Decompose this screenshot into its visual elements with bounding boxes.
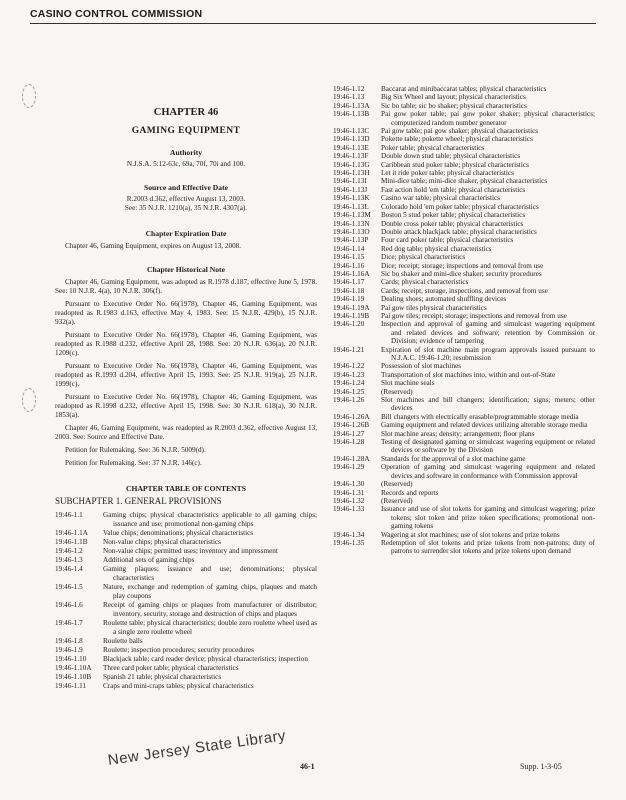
toc-description: Expiration of slot machine main program approvals issued pursuant to N.J.A.C. 19:46-1.20; resubmission bbox=[381, 345, 595, 362]
toc-description: Standards for the approval of a slot machine game bbox=[381, 454, 526, 463]
toc-description: Gaming chips; physical characteristics applicable to all gaming chips; issuance and use; promotional non-gaming chips bbox=[103, 511, 317, 528]
toc-entry bbox=[333, 346, 595, 363]
toc-number: 19:46-1.28 bbox=[333, 438, 365, 447]
toc-description: Receipt of gaming chips or plaques from manufacturer or distributor; inventory, security, storage and destruction of chips and plaques bbox=[103, 601, 317, 618]
toc-description: Dice; receipt; storage; inspections and removal from use bbox=[381, 261, 544, 270]
source-text: See: 35 N.J.R. 1210(a), 35 N.J.R. 4307(a). bbox=[124, 204, 248, 212]
toc-entry bbox=[333, 388, 595, 396]
toc-description: Slot machines and bill changers; identification; signs; meters; other devices bbox=[381, 396, 595, 413]
running-header-title: CASINO CONTROL COMMISSION bbox=[30, 8, 203, 20]
toc-entry bbox=[333, 161, 595, 169]
header-rule bbox=[30, 23, 596, 24]
toc-entry bbox=[55, 556, 317, 565]
toc-number: 19:46-1.23 bbox=[333, 370, 365, 379]
toc-description: Fast action hold 'em table; physical characteristics bbox=[381, 185, 526, 194]
toc-entry bbox=[333, 430, 595, 438]
toc-description: Craps and mini-craps tables; physical characteristics bbox=[103, 682, 254, 690]
history-paragraph: Pursuant to Executive Order No. 66(1978), Chapter 46, Gaming Equipment, was readopted as R.1983 d.163, effective May 4, 1983. See: 15 N.J.R. 429(b), 15 N.J.R. 932(a). bbox=[55, 300, 317, 326]
toc-entry bbox=[333, 110, 595, 127]
toc-number: 19:46-1.34 bbox=[333, 530, 365, 539]
chapter-number: CHAPTER 46 bbox=[153, 107, 219, 118]
toc-description: Big Six Wheel and layout; physical characteristics bbox=[381, 93, 526, 102]
toc-left-list bbox=[55, 511, 317, 691]
toc-number: 19:46-1.16A bbox=[333, 269, 370, 278]
toc-heading: CHAPTER TABLE OF CONTENTS bbox=[126, 484, 246, 493]
toc-entry bbox=[333, 489, 595, 497]
toc-description: Double attack blackjack table; physical characteristics bbox=[381, 227, 537, 236]
toc-number: 19:46-1.2 bbox=[55, 547, 83, 555]
toc-entry bbox=[333, 211, 595, 219]
history-paragraph: Pursuant to Executive Order No. 66(1978), Chapter 46, Gaming Equipment, was readopted as R.1998 d.232, effective April 15, 1998. See: 30 N.J.R. 618(a), 30 N.J.R. 1853(a). bbox=[55, 393, 317, 419]
supplement-date: Supp. 1-3-05 bbox=[520, 762, 562, 771]
toc-number: 19:46-1.13N bbox=[333, 219, 370, 228]
toc-description: Cards; receipt, storage, inspections, and removal from use bbox=[381, 286, 548, 295]
toc-number: 19:46-1.13J bbox=[333, 185, 368, 194]
toc-number: 19:46-1.13P bbox=[333, 236, 369, 245]
toc-entry bbox=[333, 295, 595, 303]
toc-number: 19:46-1.13H bbox=[333, 169, 370, 178]
toc-number: 19:46-1.13D bbox=[333, 135, 370, 144]
toc-entry bbox=[333, 396, 595, 413]
toc-entry bbox=[333, 236, 595, 244]
toc-number: 19:46-1.15 bbox=[333, 253, 365, 262]
toc-entry bbox=[333, 228, 595, 236]
toc-description: Colorado hold 'em poker table; physical characteristics bbox=[381, 202, 539, 211]
toc-number: 19:46-1.24 bbox=[333, 379, 365, 388]
toc-number: 19:46-1.27 bbox=[333, 429, 365, 438]
toc-entry bbox=[333, 379, 595, 387]
library-stamp: New Jersey State Library bbox=[106, 727, 288, 769]
toc-entry bbox=[333, 186, 595, 194]
toc-entry bbox=[333, 438, 595, 455]
toc-entry bbox=[333, 169, 595, 177]
toc-description: Pokette table; pokette wheel; physical characteristics bbox=[381, 135, 533, 144]
toc-number: 19:46-1.9 bbox=[55, 646, 83, 654]
toc-description: Inspection and approval of gaming and simulcast wagering equipment and related devices and software; retention by Commission or Division; evidence of tampering bbox=[381, 320, 595, 346]
toc-number: 19:46-1.13M bbox=[333, 211, 371, 220]
toc-description: Redemption of slot tokens and prize tokens from non-patrons; duty of patrons to surrender slot tokens and prize tokens upon demand bbox=[381, 538, 595, 556]
history-paragraph: Pursuant to Executive Order No. 66(1978), Chapter 46, Gaming Equipment, was readopted as R.1993 d.204, effective April 15, 1993. See: 25 N.J.R. 919(a), 25 N.J.R. 1999(c). bbox=[55, 362, 317, 388]
toc-description: Mini-dice table; mini-dice shaker, physical characteristics bbox=[381, 177, 548, 186]
subchapter-heading: SUBCHAPTER 1. GENERAL PROVISIONS bbox=[55, 496, 222, 506]
toc-description: Value chips; denominations; physical characteristics bbox=[103, 529, 254, 537]
toc-entry bbox=[333, 85, 595, 93]
toc-number: 19:46-1.13K bbox=[333, 194, 370, 203]
toc-description: Gaming equipment and related devices utilizing alterable storage media bbox=[381, 421, 588, 430]
toc-entry bbox=[333, 194, 595, 202]
toc-description: Records and reports bbox=[381, 488, 439, 497]
toc-description: Roulette; inspection procedures; security procedures bbox=[103, 646, 254, 654]
toc-entry bbox=[55, 646, 317, 655]
authority-heading: Authority bbox=[169, 148, 203, 157]
toc-description: Let it ride poker table; physical characteristics bbox=[381, 169, 514, 178]
toc-entry bbox=[333, 413, 595, 421]
toc-entry bbox=[333, 203, 595, 211]
toc-entry bbox=[333, 278, 595, 286]
toc-entry bbox=[333, 480, 595, 488]
toc-entry bbox=[333, 127, 595, 135]
toc-description: Double cross poker table; physical characteristics bbox=[381, 219, 524, 228]
toc-number: 19:46-1.13G bbox=[333, 160, 370, 169]
toc-entry bbox=[333, 463, 595, 480]
history-paragraph: Chapter 46, Gaming Equipment, was readopted as R.2003 d.362, effective August 13, 2003. See: Source and Effective Date. bbox=[55, 424, 317, 441]
toc-description: Gaming plaques; issuance and use; denominations; physical characteristics bbox=[103, 565, 317, 582]
expiration-heading: Chapter Expiration Date bbox=[145, 229, 227, 238]
toc-number: 19:46-1.5 bbox=[55, 583, 83, 591]
toc-description: Poker table; physical characteristics bbox=[381, 143, 485, 152]
toc-entry bbox=[333, 102, 595, 110]
toc-number: 19:46-1.13E bbox=[333, 143, 369, 152]
toc-entry bbox=[333, 93, 595, 101]
toc-entry bbox=[333, 539, 595, 556]
history-paragraph: Petition for Rulemaking. See: 37 N.J.R. 146(c). bbox=[65, 459, 202, 467]
toc-description: (Reserved) bbox=[381, 387, 413, 396]
toc-entry bbox=[333, 177, 595, 185]
toc-entry bbox=[333, 287, 595, 295]
toc-entry bbox=[55, 511, 317, 529]
toc-entry bbox=[55, 673, 317, 682]
toc-number: 19:46-1.31 bbox=[333, 488, 365, 497]
toc-entry bbox=[333, 270, 595, 278]
toc-entry bbox=[333, 497, 595, 505]
toc-number: 19:46-1.19 bbox=[333, 295, 365, 304]
toc-entry bbox=[333, 505, 595, 530]
toc-number: 19:46-1.6 bbox=[55, 601, 83, 609]
toc-number: 19:46-1.21 bbox=[333, 345, 365, 354]
toc-entry bbox=[333, 421, 595, 429]
toc-number: 19:46-1.8 bbox=[55, 637, 83, 645]
toc-description: Issuance and use of slot tokens for gaming and simulcast wagering; prize tokens; slot token and prize token specifications; promotional non-gaming tokens bbox=[381, 505, 595, 531]
toc-entry bbox=[55, 601, 317, 619]
toc-description: Nature, exchange and redemption of gaming chips, plaques and match play coupons bbox=[103, 583, 317, 600]
toc-description: Baccarat and minibaccarat tables; physical characteristics bbox=[381, 85, 547, 93]
toc-number: 19:46-1.1B bbox=[55, 538, 88, 546]
toc-number: 19:46-1.29 bbox=[333, 463, 365, 472]
toc-number: 19:46-1.10A bbox=[55, 664, 92, 672]
toc-number: 19:46-1.26A bbox=[333, 412, 370, 421]
toc-entry bbox=[55, 682, 317, 691]
toc-description: Wagering at slot machines; use of slot tokens and prize tokens bbox=[381, 530, 560, 539]
source-text: R.2003 d.362, effective August 13, 2003. bbox=[126, 195, 246, 203]
toc-number: 19:46-1.7 bbox=[55, 619, 83, 627]
toc-entry bbox=[333, 135, 595, 143]
toc-entry bbox=[333, 320, 595, 345]
punch-hole-mark bbox=[22, 84, 36, 108]
left-column bbox=[55, 100, 317, 691]
toc-number: 19:46-1.10 bbox=[55, 655, 87, 663]
toc-number: 19:46-1.13B bbox=[333, 110, 370, 119]
toc-number: 19:46-1.32 bbox=[333, 496, 365, 505]
toc-entry bbox=[333, 253, 595, 261]
toc-description: Red dog table; physical characteristics bbox=[381, 244, 492, 253]
right-column bbox=[333, 85, 595, 556]
toc-entry bbox=[333, 304, 595, 312]
history-paragraph: Petition for Rulemaking. See: 36 N.J.R. 5009(d). bbox=[65, 446, 206, 454]
toc-number: 19:46-1.30 bbox=[333, 480, 365, 489]
toc-entry bbox=[55, 637, 317, 646]
toc-entry bbox=[333, 262, 595, 270]
toc-description: Roulette table; physical characteristics; double zero roulette wheel used as a single zero roulette wheel bbox=[103, 619, 317, 636]
toc-description: Sic bo table; sic bo shaker; physical characteristics bbox=[381, 101, 527, 110]
toc-entry bbox=[333, 144, 595, 152]
toc-number: 19:46-1.13L bbox=[333, 202, 369, 211]
toc-entry bbox=[55, 655, 317, 664]
toc-entry bbox=[333, 455, 595, 463]
toc-entry bbox=[333, 152, 595, 160]
toc-number: 19:46-1.19A bbox=[333, 303, 370, 312]
toc-number: 19:46-1.17 bbox=[333, 278, 365, 287]
toc-entry bbox=[55, 529, 317, 538]
toc-description: Spanish 21 table; physical characteristics bbox=[103, 673, 222, 681]
toc-description: Non-value chips; physical characteristics bbox=[103, 538, 221, 546]
page-footer bbox=[0, 762, 626, 776]
toc-number: 19:46-1.20 bbox=[333, 320, 365, 329]
toc-number: 19:46-1.1 bbox=[55, 511, 83, 519]
toc-description: Roulette balls bbox=[103, 637, 143, 645]
toc-number: 19:46-1.28A bbox=[333, 454, 370, 463]
toc-number: 19:46-1.10B bbox=[55, 673, 92, 681]
toc-description: Transportation of slot machines into, within and out-of-State bbox=[381, 370, 556, 379]
toc-number: 19:46-1.26B bbox=[333, 421, 370, 430]
toc-entry bbox=[55, 583, 317, 601]
toc-description: Three card poker table; physical characteristics bbox=[103, 664, 239, 672]
toc-description: Additional sets of gaming chips bbox=[103, 556, 195, 564]
toc-number: 19:46-1.18 bbox=[333, 286, 365, 295]
toc-number: 19:46-1.12 bbox=[333, 85, 365, 93]
running-header bbox=[30, 8, 596, 24]
toc-number: 19:46-1.35 bbox=[333, 538, 365, 547]
toc-number: 19:46-1.19B bbox=[333, 311, 370, 320]
chapter-title: GAMING EQUIPMENT bbox=[131, 126, 241, 136]
toc-description: Non-value chips; permitted uses; inventory and impressment bbox=[103, 547, 278, 555]
toc-description: Possession of slot machines bbox=[381, 362, 462, 371]
toc-entry bbox=[55, 547, 317, 556]
toc-entry bbox=[333, 312, 595, 320]
toc-description: Caribbean stud poker table; physical characteristics bbox=[381, 160, 529, 169]
history-paragraph: Chapter 46, Gaming Equipment, was adopted as R.1978 d.187, effective June 5, 1978. See: 10 N.J.R. 4(a), 10 N.J.R. 306(f). bbox=[55, 278, 317, 295]
toc-number: 19:46-1.16 bbox=[333, 261, 365, 270]
toc-description: Pai gow poker table; pai gow poker shaker; physical characteristics; computerized random number generator bbox=[381, 110, 595, 127]
toc-description: Testing of designated gaming or simulcast wagering equipment or related devices or software by the Division bbox=[381, 438, 595, 455]
toc-description: Pai gow tiles physical characteristics bbox=[381, 303, 487, 312]
toc-description: Dealing shoes; automated shuffling devices bbox=[381, 295, 507, 304]
toc-entry bbox=[333, 531, 595, 539]
history-heading: Chapter Historical Note bbox=[147, 265, 225, 274]
toc-description: Double down stud table; physical characteristics bbox=[381, 152, 521, 161]
toc-number: 19:46-1.13I bbox=[333, 177, 367, 186]
toc-number: 19:46-1.3 bbox=[55, 556, 83, 564]
toc-entry bbox=[333, 245, 595, 253]
toc-entry bbox=[55, 565, 317, 583]
toc-description: Casino war table; physical characteristics bbox=[381, 194, 500, 203]
toc-entry bbox=[55, 619, 317, 637]
toc-entry bbox=[55, 538, 317, 547]
toc-description: Pai gow tiles; receipt; storage; inspections and removal from use bbox=[381, 311, 567, 320]
toc-number: 19:46-1.11 bbox=[55, 682, 87, 690]
toc-number: 19:46-1.13O bbox=[333, 227, 370, 236]
toc-description: Pai gow table; pai gow shaker; physical characteristics bbox=[381, 127, 539, 136]
toc-entry bbox=[55, 664, 317, 673]
authority-text: N.J.S.A. 5:12-63c, 69a, 70f, 70i and 100. bbox=[126, 160, 246, 168]
toc-description: Operation of gaming and simulcast wagering equipment and related devices and software in conformance with Commission approval bbox=[381, 463, 595, 480]
toc-number: 19:46-1.14 bbox=[333, 244, 365, 253]
toc-description: Cards; physical characteristics bbox=[381, 278, 469, 287]
toc-description: (Reserved) bbox=[381, 496, 413, 505]
toc-entry bbox=[333, 220, 595, 228]
toc-description: Blackjack table; card reader device; physical characteristics; inspection bbox=[103, 655, 308, 663]
toc-number: 19:46-1.4 bbox=[55, 565, 83, 573]
page-number: 46-1 bbox=[300, 762, 315, 771]
toc-description: Slot machine areas; density; arrangement; floor plans bbox=[381, 429, 535, 438]
toc-number: 19:46-1.25 bbox=[333, 387, 365, 396]
toc-description: Four card poker table; physical characteristics bbox=[381, 236, 514, 245]
toc-number: 19:46-1.1A bbox=[55, 529, 88, 537]
source-heading: Source and Effective Date bbox=[143, 183, 228, 192]
toc-description: Boston 5 stud poker table; physical characteristics bbox=[381, 211, 526, 220]
toc-number: 19:46-1.13 bbox=[333, 93, 365, 102]
toc-description: Bill changers with electrically erasable/programmable storage media bbox=[381, 412, 579, 421]
toc-number: 19:46-1.13F bbox=[333, 152, 369, 161]
toc-number: 19:46-1.26 bbox=[333, 396, 365, 405]
toc-description: (Reserved) bbox=[381, 480, 413, 489]
expiration-text: Chapter 46, Gaming Equipment, expires on August 13, 2008. bbox=[65, 242, 242, 250]
punch-hole-mark bbox=[22, 388, 36, 412]
toc-number: 19:46-1.33 bbox=[333, 505, 365, 514]
toc-description: Sic bo shaker and mini-dice shaker; security procedures bbox=[381, 269, 542, 278]
toc-number: 19:46-1.13A bbox=[333, 101, 370, 110]
toc-description: Dice; physical characteristics bbox=[381, 253, 466, 262]
toc-number: 19:46-1.22 bbox=[333, 362, 365, 371]
toc-entry bbox=[333, 362, 595, 370]
toc-description: Slot machine seals bbox=[381, 379, 435, 388]
toc-number: 19:46-1.13C bbox=[333, 127, 370, 136]
history-paragraph: Pursuant to Executive Order No. 66(1978), Chapter 46, Gaming Equipment, was readopted as R.1988 d.232, effective April 28, 1988. See: 20 N.J.R. 636(a), 20 N.J.R. 1209(c). bbox=[55, 331, 317, 357]
toc-entry bbox=[333, 371, 595, 379]
